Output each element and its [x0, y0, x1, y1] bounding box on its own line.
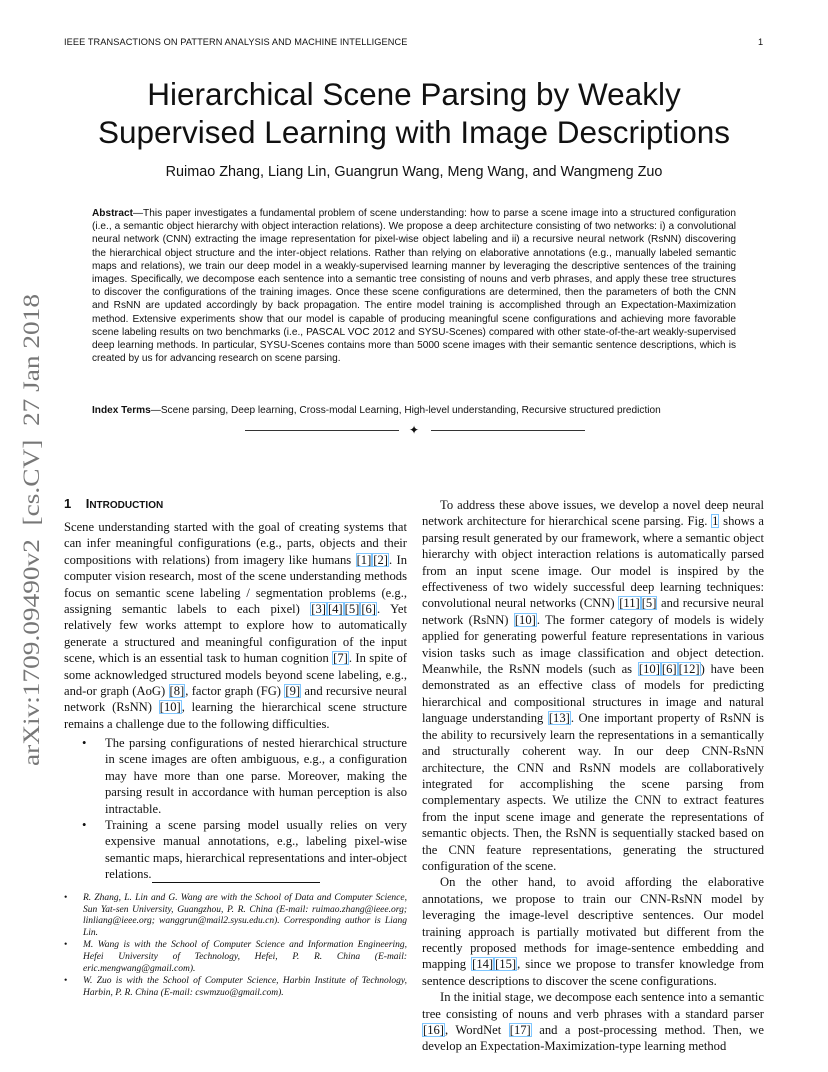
citation-link[interactable]: [8] — [169, 684, 185, 699]
bullet-icon: • — [82, 818, 87, 833]
bullet-icon: • — [64, 893, 68, 903]
text-run: ) have been demonstrated as an effective class of models for predicting hierarchical and compositional structures in image and natural language understanding — [422, 662, 764, 726]
text-run: In the initial stage, we decompose each sentence into a semantic tree consisting of nouns and verb phrases with a standard parser — [422, 990, 764, 1021]
citation-link[interactable]: [10] — [514, 612, 536, 627]
list-item-text: The parsing configurations of nested hierarchical structure in scene images are often ambiguous, e.g., a configuration may have more than one parse. Moreover, making the parsing result in accordance with human perception is also intractable. — [105, 736, 407, 816]
difficulty-list — [80, 735, 407, 883]
text-run: To address these above issues, we develop a novel deep neural network architecture for hierarchical scene parsing. Fig. — [422, 498, 764, 529]
text-run: . Yet relatively few works attempt to explore how to automatically generate a structured and meaningful configuration of the input scene, which is an essential task to human cognition — [64, 602, 407, 666]
citation-link[interactable]: [7] — [333, 651, 348, 666]
footnote-rule — [152, 882, 320, 883]
text-run: and recursive neural network (RsNN) — [422, 596, 764, 627]
citation-link[interactable]: [4] — [327, 602, 343, 617]
text-run: . One important property of RsNN is the ability to recursively learn the representations in a semantically and structurally coherent way. In our deep CNN-RsNN architecture, the CNN and RsNN models are collaboratively integrated for accomplishing the scene parsing from complementary aspects. We utilize the CNN to extract features from the input scene image and generate the representations of semantic objects. Then, the RsNN is sequentially stacked based on the CNN feature representations, generating the structured configuration of the scene. — [422, 711, 764, 873]
section-heading — [64, 496, 163, 511]
title-line-1: Hierarchical Scene Parsing by Weakly — [147, 76, 681, 112]
abstract — [92, 207, 736, 365]
text-run: and recursive neural network (RsNN) — [64, 684, 407, 715]
arxiv-side-stamp — [10, 290, 46, 770]
list-item-text: Training a scene parsing model usually relies on very expensive manual annotations, e.g., labeling pixel-wise semantic maps, hierarchical representations and inter-object relations. — [105, 818, 407, 882]
divider-rule-left — [245, 430, 399, 431]
abstract-text: —This paper investigates a fundamental problem of scene understanding: how to parse a scene image into a structured configuration (i.e., a semantic object hierarchy with object interaction relations). We propose a deep architecture consisting of two networks: i) a convolutional neural network (CNN) extracting the image representation for pixel-wise object labeling and ii) a recursive neural network (RsNN) discovering the hierarchical object structure and the inter-object relations. Rather than relying on elaborative annotations (e.g., manually labeled semantic maps and relations), we train our deep model in a weakly-supervised learning manner by leveraging the descriptive sentences of the training images. Specifically, we decompose each sentence into a semantic tree consisting of nouns and verb phrases, and apply these tree structures to discover the configurations of the training images. Once these scene configurations are determined, then the parameters of both the CNN and RsNN are updated accordingly by back propagation. The entire model training is accomplished through an Expectation-Maximization method. Extensive experiments show that our model is capable of producing meaningful scene configurations and achieving more favorable scene labeling results on two benchmarks (i.e., PASCAL VOC 2012 and SYSU-Scenes) compared with other state-of-the-art weakly-supervised deep learning methods. In particular, SYSU-Scenes contains more than 5000 scene images with their semantic sentence descriptions, which is created by us for advancing research on scene parsing. — [92, 208, 736, 365]
bullet-icon: • — [64, 940, 68, 951]
index-terms-label: Index Terms — [92, 405, 151, 416]
bullet-icon: • — [82, 736, 87, 750]
divider-rule-right — [431, 430, 585, 431]
arxiv-identifier: arXiv:1709.09490v2 [cs.CV] 27 Jan 2018 — [19, 360, 45, 766]
affiliation-footnotes — [64, 893, 407, 1000]
section-title-rest: NTRODUCTION — [89, 500, 164, 511]
title-line-2: Supervised Learning with Image Descriptions — [97, 114, 731, 150]
footnote — [64, 940, 407, 975]
citation-link[interactable]: [13] — [548, 711, 570, 726]
citation-link[interactable]: [9] — [285, 684, 301, 699]
text-run: , learning the hierarchical scene structure remains a challenge due to the following difficulties. — [64, 700, 407, 731]
intro-paragraph-3 — [422, 874, 764, 989]
running-head: IEEE TRANSACTIONS ON PATTERN ANALYSIS AND MACHINE INTELLIGENCE — [64, 37, 408, 47]
citation-link[interactable]: [3] — [311, 602, 326, 617]
author-list: Ruimao Zhang, Liang Lin, Guangrun Wang, Meng Wang, and Wangmeng Zuo — [165, 164, 663, 180]
footnote — [64, 893, 407, 939]
footnote-text: R. Zhang, L. Lin and G. Wang are with the School of Data and Computer Science, Sun Yat-sen University, Guangzhou, P. R. China (E-mail: ruimao.zhang@ieee.org; linliang@ieee.org; wanggrun@mail2.sysu.edu.cn). Corresponding author is Liang Lin. — [83, 893, 407, 938]
index-terms — [92, 404, 736, 417]
citation-link[interactable]: [14] — [472, 957, 494, 972]
citation-link[interactable]: [10] — [638, 662, 660, 677]
index-terms-text: —Scene parsing, Deep learning, Cross-modal Learning, High-level understanding, Recursive structured prediction — [150, 405, 661, 416]
text-run: . In spite of some acknowledged structured models beyond scene labeling, e.g., and-or graph (AoG) — [64, 651, 407, 699]
text-run: , factor graph (FG) — [185, 684, 285, 699]
citation-link[interactable]: [6] — [661, 662, 677, 677]
abstract-label: Abstract — [92, 208, 133, 219]
citation-link[interactable]: [5] — [641, 596, 657, 611]
paper-title — [60, 75, 768, 151]
text-run: On the other hand, to avoid affording the elaborative annotations, we propose to train our CNN-RsNN model by leveraging the image-level descriptive sentences. Our model training approach is partially motivated but different from the recently proposed methods for image-sentence embedding and mapping — [422, 875, 764, 972]
citation-link[interactable]: [5] — [344, 602, 360, 617]
text-run: Scene understanding started with the goal of creating systems that can infer meaningful configurations (e.g., parts, objects and their compositions with relations) from imagery like humans — [64, 520, 407, 567]
text-run: , WordNet — [444, 1023, 509, 1037]
section-number: 1 — [64, 496, 72, 511]
footnote-text: W. Zuo is with the School of Computer Science, Harbin Institute of Technology, Harbin, P. R. China (E-mail: cswmzuo@gmail.com). — [83, 976, 407, 998]
citation-link[interactable]: [17] — [509, 1023, 531, 1037]
section-title-initial: I — [85, 496, 90, 511]
footnote-text: M. Wang is with the School of Computer Science and Information Engineering, Hefei University of Technology, Hefei, P. R. China (E-mail: eric.mengwang@gmail.com). — [83, 940, 407, 974]
intro-paragraph-4 — [422, 989, 764, 1055]
citation-link[interactable]: [11] — [619, 596, 640, 611]
text-run: . The former category of models is widely applied for generating powerful feature representations in various vision tasks such as image classification and object detection. Meanwhile, the RsNN models (such as — [422, 612, 764, 677]
text-run: and a post-processing method. Then, we develop an Expectation-Maximization-type learning method — [422, 1023, 764, 1054]
section-divider — [245, 424, 585, 438]
footnote — [64, 976, 407, 999]
bullet-icon: • — [64, 976, 68, 987]
intro-paragraph-2 — [422, 497, 764, 874]
citation-link[interactable]: [12] — [678, 662, 700, 677]
citation-link[interactable]: [15] — [495, 957, 517, 972]
text-run: . In computer vision research, most of the scene understanding methods focus on semantic scene labeling / segmentation problems (e.g., assigning semantic labels to each pixel) — [64, 552, 407, 617]
page-number: 1 — [758, 37, 764, 47]
citation-link[interactable]: [2] — [373, 552, 388, 567]
right-column — [422, 497, 764, 1055]
divider-star-icon: ✦ — [409, 423, 420, 437]
citation-link[interactable]: [10] — [159, 700, 181, 715]
citation-link[interactable]: [1] — [356, 552, 372, 567]
text-run: shows a parsing result generated by our framework, where a semantic object hierarchy with object interaction relations is automatically parsed from an input scene image. Our model is inspired by the effectiveness of two widely successful deep learning techniques: convolutional neural networks (CNN) — [422, 514, 764, 611]
citation-link[interactable]: [16] — [423, 1023, 444, 1037]
figure-link[interactable]: 1 — [712, 514, 719, 529]
intro-paragraph-1 — [64, 519, 407, 732]
text-run: , since we propose to transfer knowledge from sentence descriptions to discover the scene configurations. — [422, 957, 764, 988]
list-item — [80, 735, 407, 817]
citation-link[interactable]: [6] — [361, 602, 376, 617]
list-item — [80, 817, 407, 883]
